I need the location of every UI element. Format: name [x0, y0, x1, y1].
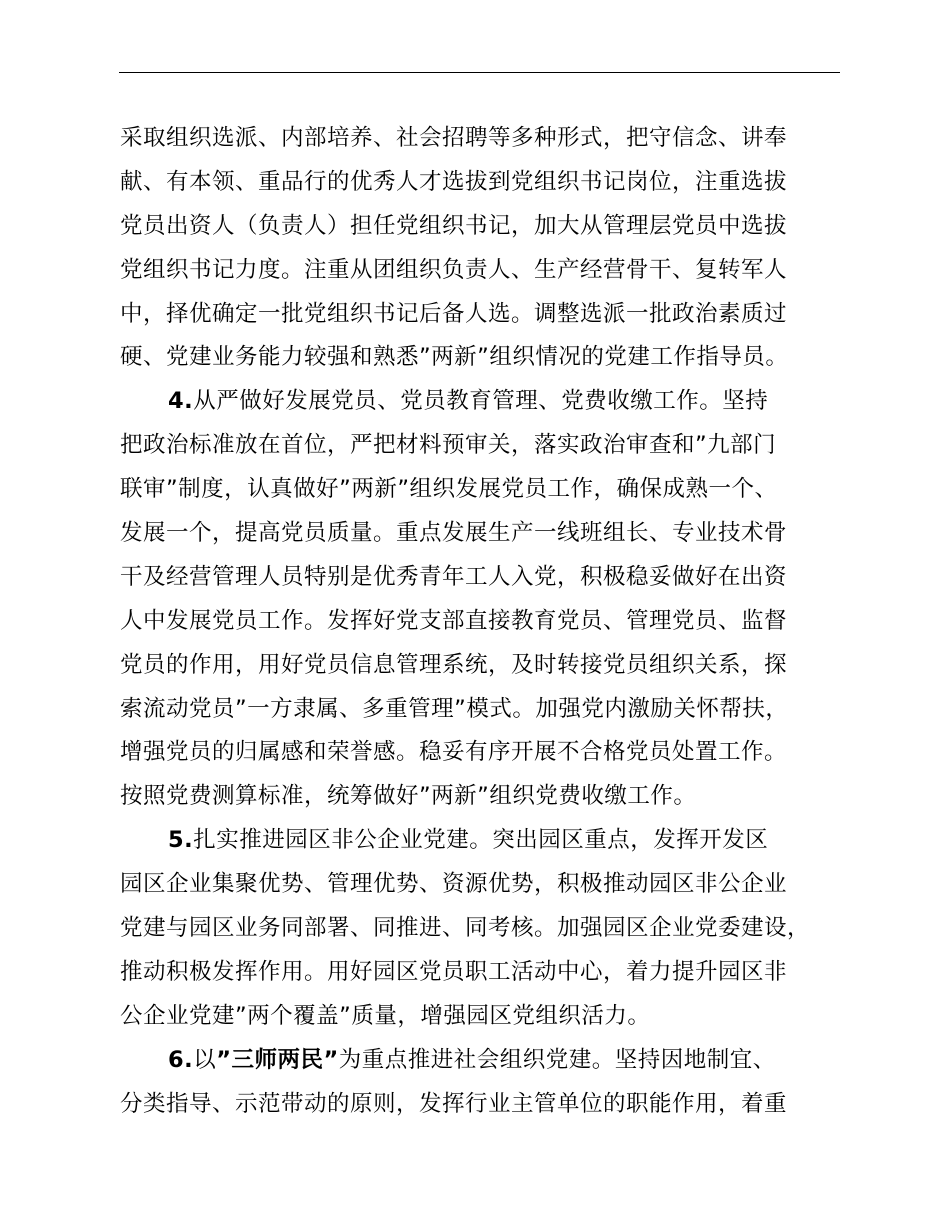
body-text: [120, 117, 848, 1126]
paragraph-line: 党建与园区业务同部署、同推进、同考核。加强园区企业党委建设，: [120, 915, 811, 942]
section-6-number: 6.: [168, 1046, 194, 1073]
section-4-heading-line: [120, 380, 848, 424]
section-5-heading-line: [120, 819, 848, 863]
paragraph-line: 按照党费测算标准，统筹做好”两新”组织党费收缴工作。: [120, 783, 697, 810]
paragraph-line: 增强党员的归属感和荣誉感。稳妥有序开展不合格党员处置工作。: [120, 739, 788, 766]
paragraph-line: 公企业党建”两个覆盖”质量，增强园区党组织活力。: [120, 1002, 651, 1029]
paragraph-line: 分类指导、示范带动的原则，发挥行业主管单位的职能作用，着重: [120, 1090, 788, 1117]
section-6-quoted-term: ”三师两民”: [216, 1046, 339, 1073]
paragraph-line: 采取组织选派、内部培养、社会招聘等多种形式，把守信念、讲奉: [120, 125, 788, 151]
paragraph-line: 党组织书记力度。注重从团组织负责人、生产经营骨干、复转军人: [120, 256, 788, 283]
paragraph-line: 推动积极发挥作用。用好园区党员职工活动中心，着力提升园区非: [120, 958, 788, 985]
paragraph-line: 人中发展党员工作。发挥好党支部直接教育党员、管理党员、监督: [120, 607, 788, 634]
header-rule: [119, 72, 840, 73]
paragraph-line: 党员的作用，用好党员信息管理系统，及时转接党员组织关系，探: [120, 651, 788, 678]
section-6-heading-text: 为重点推进社会组织党建。坚持因地制宜、: [338, 1046, 776, 1073]
paragraph-line: 中，择优确定一批党组织书记后备人选。调整选派一批政治素质过: [120, 300, 788, 327]
section-4-number: 4.: [168, 388, 194, 415]
paragraph-line: 联审”制度，认真做好”两新”组织发展党员工作，确保成熟一个、: [120, 476, 778, 503]
section-5-number: 5.: [168, 827, 194, 854]
paragraph-line: 园区企业集聚优势、管理优势、资源优势，积极推动园区非公企业: [120, 871, 788, 898]
paragraph-line: 发展一个，提高党员质量。重点发展生产一线班组长、专业技术骨: [120, 520, 788, 547]
section-6-heading-pre: 以: [193, 1046, 217, 1073]
paragraph-line: 索流动党员”一方隶属、多重管理”模式。加强党内激励关怀帮扶，: [120, 695, 789, 722]
paragraph-line: 献、有本领、重品行的优秀人才选拔到党组织书记岗位，注重选拔: [120, 168, 788, 195]
section-5-heading-text: 扎实推进园区非公企业党建。突出园区重点，发挥开发区: [193, 827, 769, 854]
paragraph-line: 硬、党建业务能力较强和熟悉”两新”组织情况的党建工作指导员。: [120, 344, 789, 371]
paragraph-line: 党员出资人（负责人）担任党组织书记，加大从管理层党员中选拔: [120, 212, 788, 239]
paragraph-line: 把政治标准放在首位，严把材料预审关，落实政治审查和”九部门: [120, 432, 777, 459]
section-6-heading-line: [120, 1039, 848, 1083]
paragraph-line: 干及经营管理人员特别是优秀青年工人入党，积极稳妥做好在出资: [120, 563, 788, 590]
section-4-heading-text: 从严做好发展党员、党员教育管理、党费收缴工作。坚持: [193, 388, 769, 415]
